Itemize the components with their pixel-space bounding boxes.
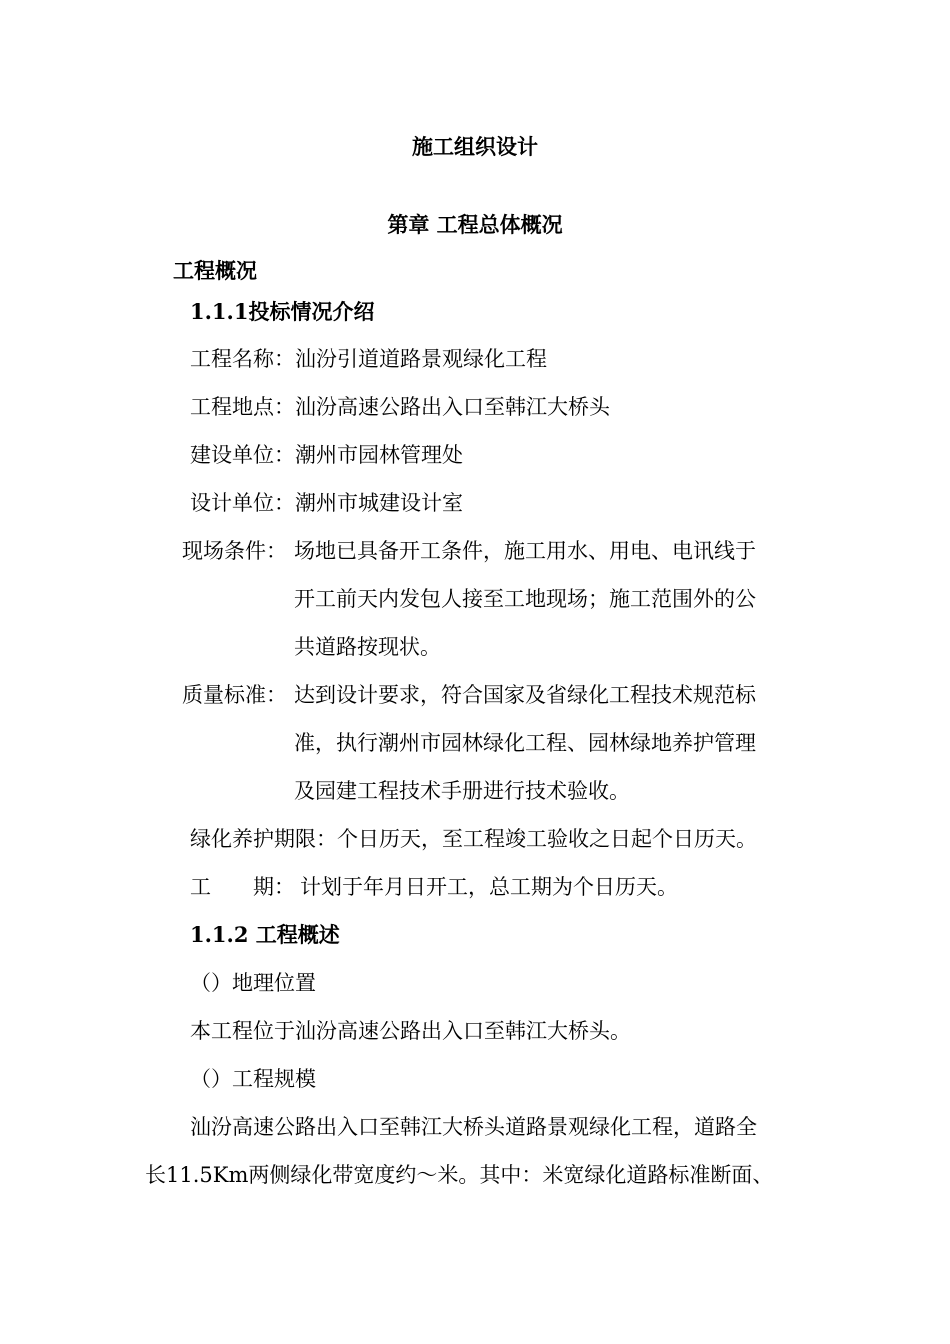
document-title: 施工组织设计 bbox=[412, 134, 538, 159]
chapter-heading: 第章 工程总体概况 bbox=[387, 212, 563, 237]
section-heading: 工程概况 bbox=[173, 258, 257, 283]
quality-standard-text-1: 达到设计要求，符合国家及省绿化工程技术规范标 bbox=[294, 683, 756, 707]
project-scale-text-1: 汕汾高速公路出入口至韩江大桥头道路景观绿化工程，道路全 bbox=[190, 1115, 757, 1139]
geo-location-text: 本工程位于汕汾高速公路出入口至韩江大桥头。 bbox=[190, 1019, 631, 1043]
subsection-heading-bidding: 1.1.1投标情况介绍 bbox=[190, 299, 375, 324]
designer-line: 设计单位：潮州市城建设计室 bbox=[190, 491, 463, 515]
subsection-heading-overview: 1.1.2 工程概述 bbox=[190, 922, 340, 947]
builder-line: 建设单位：潮州市园林管理处 bbox=[190, 443, 463, 467]
quality-standard-text-2: 准，执行潮州市园林绿化工程、园林绿地养护管理 bbox=[294, 731, 756, 755]
site-conditions-text-1: 场地已具备开工条件，施工用水、用电、电讯线于 bbox=[294, 539, 756, 563]
site-conditions-text-3: 共道路按现状。 bbox=[294, 635, 441, 659]
quality-standard-label: 质量标准： bbox=[182, 683, 287, 707]
construction-period-text: 计划于年月日开工，总工期为个日历天。 bbox=[300, 875, 678, 899]
project-name-line: 工程名称：汕汾引道道路景观绿化工程 bbox=[190, 347, 547, 371]
project-scale-text-2: 长11.5Km两侧绿化带宽度约～米。其中：米宽绿化道路标准断面、 bbox=[145, 1163, 774, 1187]
geo-location-heading: （）地理位置 bbox=[190, 971, 316, 995]
construction-period-label: 工 期： bbox=[190, 875, 295, 899]
maintenance-period-line: 绿化养护期限：个日历天，至工程竣工验收之日起个日历天。 bbox=[190, 827, 757, 851]
project-location-line: 工程地点：汕汾高速公路出入口至韩江大桥头 bbox=[190, 395, 610, 419]
quality-standard-text-3: 及园建工程技术手册进行技术验收。 bbox=[294, 779, 630, 803]
site-conditions-label: 现场条件： bbox=[182, 539, 287, 563]
site-conditions-text-2: 开工前天内发包人接至工地现场；施工范围外的公 bbox=[294, 587, 756, 611]
project-scale-heading: （）工程规模 bbox=[190, 1067, 316, 1091]
